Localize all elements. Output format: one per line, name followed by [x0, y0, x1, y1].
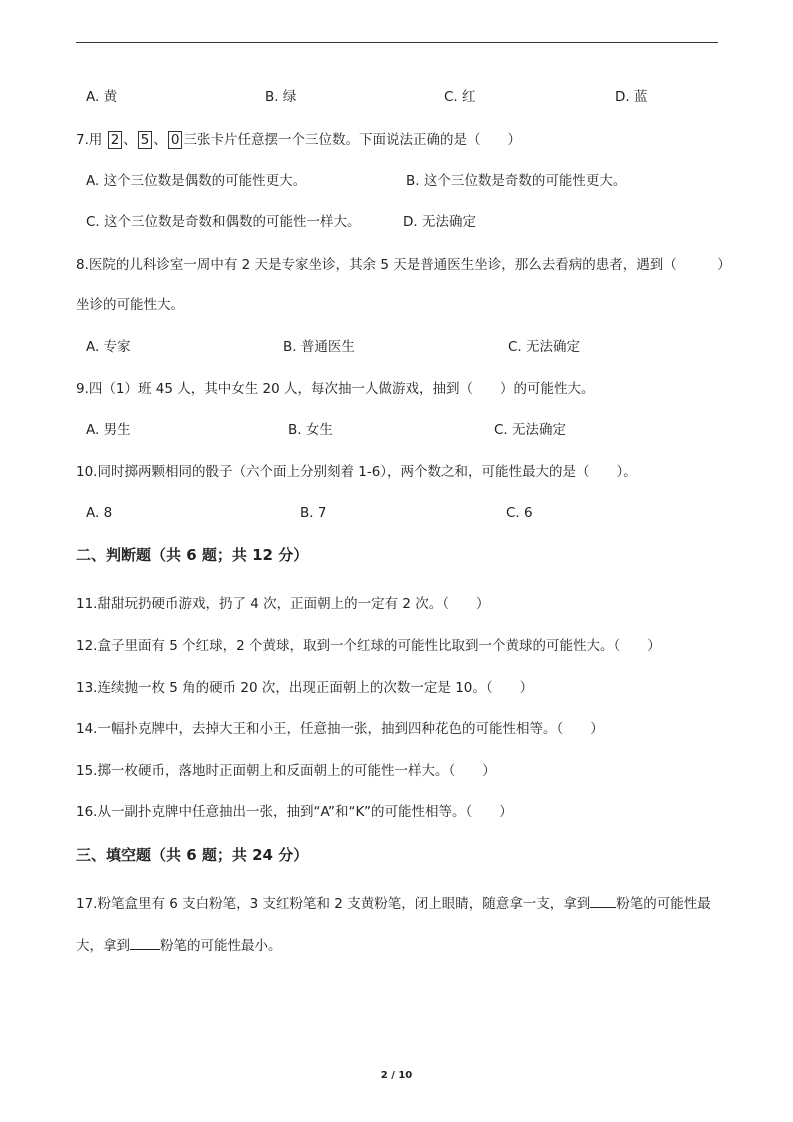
section-heading-fill: 三、填空题（共 6 题；共 24 分）: [76, 846, 309, 864]
section-heading-judge: 二、判断题（共 6 题；共 12 分）: [76, 546, 309, 564]
q17-part2: 粉笔的可能性最: [616, 896, 711, 912]
q17-line2: [76, 935, 282, 956]
q6-option-c: C. 红: [444, 89, 476, 105]
q7-option-c: C. 这个三位数是奇数和偶数的可能性一样大。: [86, 214, 361, 230]
q7-option-b: B. 这个三位数是奇数的可能性更大。: [406, 173, 627, 189]
q10-question: 10.同时掷两颗相同的骰子（六个面上分别刻着 1-6），两个数之和，可能性最大的是（ ）。: [76, 464, 637, 480]
q7-option-a: A. 这个三位数是偶数的可能性更大。: [86, 173, 307, 189]
q6-option-b: B. 绿: [265, 89, 297, 105]
q7-prefix: 7.用: [76, 132, 103, 148]
q8-option-a: A. 专家: [86, 339, 131, 355]
q10-option-c: C. 6: [506, 505, 533, 521]
q7-option-d: D. 无法确定: [403, 214, 476, 230]
q15: 15.掷一枚硬币，落地时正面朝上和反面朝上的可能性一样大。（ ）: [76, 763, 496, 779]
q17-line1: [76, 893, 711, 914]
q9-option-b: B. 女生: [288, 422, 333, 438]
q13: 13.连续抛一枚 5 角的硬币 20 次，出现正面朝上的次数一定是 10。（ ）: [76, 680, 534, 696]
q6-option-d: D. 蓝: [615, 89, 648, 105]
card-2: 2: [108, 131, 123, 149]
q14: 14.一幅扑克牌中，去掉大王和小王，任意抽一张，抽到四种花色的可能性相等。（ ）: [76, 721, 604, 737]
q7-question: [76, 130, 521, 150]
card-5: 5: [138, 131, 153, 149]
q9-option-c: C. 无法确定: [494, 422, 567, 438]
q17-part3: 大，拿到: [76, 938, 130, 954]
answer-blank[interactable]: [130, 935, 160, 950]
q9-option-a: A. 男生: [86, 422, 131, 438]
q6-option-a: A. 黄: [86, 89, 118, 105]
answer-blank[interactable]: [590, 893, 616, 908]
q17-part1: 17.粉笔盒里有 6 支白粉笔，3 支红粉笔和 2 支黄粉笔，闭上眼睛，随意拿一支，拿到: [76, 896, 591, 912]
q10-option-a: A. 8: [86, 505, 113, 521]
q11: 11.甜甜玩扔硬币游戏，扔了 4 次，正面朝上的一定有 2 次。（ ）: [76, 596, 490, 612]
sep: 、: [123, 132, 137, 148]
q10-option-b: B. 7: [300, 505, 327, 521]
q8-line1: 8.医院的儿科诊室一周中有 2 天是专家坐诊，其余 5 天是普通医生坐诊，那么去看病的患者，遇到（ ）: [76, 257, 731, 273]
q7-suffix: 三张卡片任意摆一个三位数。下面说法正确的是（ ）: [183, 132, 521, 148]
q17-part4: 粉笔的可能性最小。: [160, 938, 282, 954]
card-0: 0: [168, 131, 183, 149]
header-rule: [76, 42, 718, 43]
q8-line2: 坐诊的可能性大。: [76, 297, 184, 313]
page-number: 2 / 10: [380, 1070, 413, 1081]
q16: 16.从一副扑克牌中任意抽出一张，抽到“A”和“K”的可能性相等。（ ）: [76, 804, 513, 820]
q8-option-c: C. 无法确定: [508, 339, 581, 355]
q12: 12.盒子里面有 5 个红球，2 个黄球，取到一个红球的可能性比取到一个黄球的可能性大。（ ）: [76, 638, 661, 654]
q8-option-b: B. 普通医生: [283, 339, 355, 355]
sep: 、: [153, 132, 167, 148]
q9-question: 9.四（1）班 45 人，其中女生 20 人，每次抽一人做游戏，抽到（ ）的可能性大。: [76, 381, 595, 397]
